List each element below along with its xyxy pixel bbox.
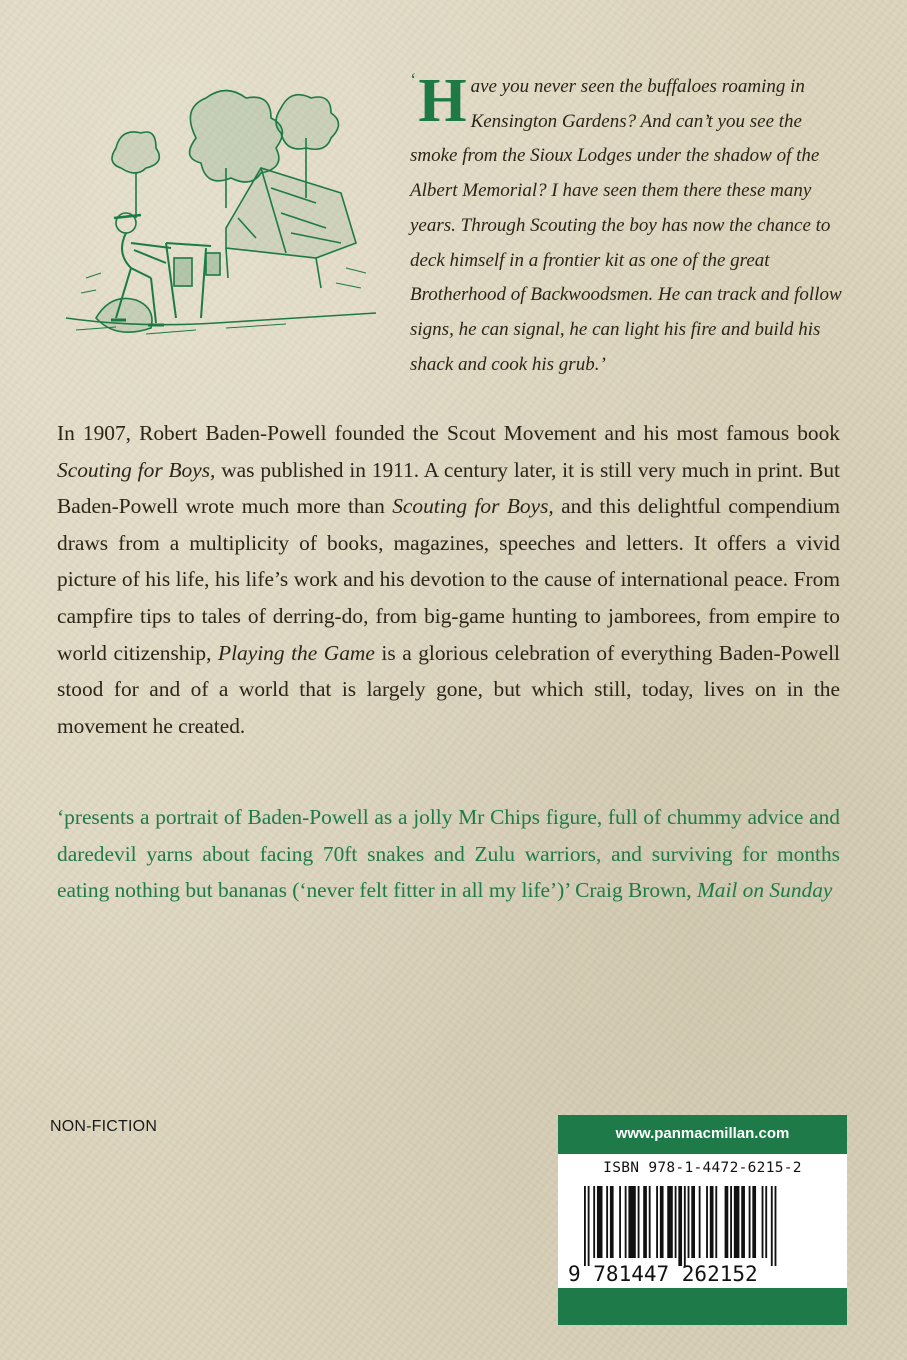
barcode-bar [710,1186,714,1258]
barcode-bar [684,1186,686,1266]
barcode-bar [730,1186,732,1258]
isbn-label: ISBN 978-1-4472-6215-2 [603,1160,802,1176]
barcode-bar [588,1186,590,1266]
barcode-box [558,1154,847,1288]
book-title-scouting-2: Scouting for Boys, [392,494,554,519]
barcode-bar [699,1186,701,1258]
book-description [57,415,840,744]
barcode-icon [566,1186,839,1284]
barcode-bar [584,1186,586,1266]
barcode-bar [593,1186,595,1258]
barcode-bar [762,1186,764,1258]
panel-bottom-bar [558,1288,847,1325]
barcode-bar [775,1186,777,1266]
barcode-bar [638,1186,640,1258]
scout-campsite-illustration [56,78,386,348]
publisher-url: www.panmacmillan.com [558,1115,847,1154]
review-source: Mail on Sunday [696,878,833,903]
barcode-bar [752,1186,756,1258]
description-part-2: was published in 1911. A century later, it is still very much in print. But Baden-Powell wrote much more than [57,457,840,519]
barcode-bar [749,1186,751,1258]
barcode-bar [628,1186,635,1258]
drop-cap: H [418,67,467,135]
review-text: ‘presents a portrait of Baden-Powell as a jolly Mr Chips figure, full of chummy advice and daredevil yarns about facing 70ft snakes and Zulu warriors, and surviving for months eating nothing but bananas (‘never felt fitter in all my life’)’ Craig Brown, [57,805,840,903]
barcode-bar [741,1186,745,1258]
barcode-bar [625,1186,627,1258]
barcode-bar [725,1186,729,1258]
barcode-bar [691,1186,695,1258]
description-part-4: is a glorious celebration of everything Baden-Powell stood for and of a world that is largely gone, but which still, today, lives on in the movement he created. [57,640,840,738]
book-title-playing-the-game: Playing the Game [218,640,375,665]
quote-text: ave you never seen the buffaloes roaming in Kensington Gardens? And can’t you see the smoke from the Sioux Lodges under the shadow of the Albert Memorial? I have seen them there these many years. Through Scouting the boy has now the chance to deck himself in a frontier kit as one of the great Brotherhood of Backwoodsmen. He can track and follow signs, he can signal, he can light his fire and build his shack and cook his grub.’ [410,76,842,375]
barcode-bar [706,1186,708,1258]
barcode-bar [667,1186,673,1258]
barcode-bar [656,1186,658,1258]
description-part-3: and this delightful compendium draws from a multiplicity of books, magazines, speeches and letters. It offers a vivid picture of his life, his life’s work and his devotion to the cause of international peace. From campfire tips to tales of derring-do, from big-game hunting to jamborees, from empire to world citizenship, [57,494,840,665]
barcode-digits: 9 781447 262152 [568,1262,758,1284]
barcode-bar [619,1186,621,1258]
barcode-bar [765,1186,767,1258]
barcode-bar [678,1186,682,1266]
book-title-scouting-1: Scouting for Boys, [57,457,216,482]
barcode-bar [734,1186,740,1258]
barcode-bar [597,1186,603,1258]
barcode-bar [649,1186,651,1258]
barcode-bar [643,1186,647,1258]
barcode-bar [771,1186,773,1266]
barcode-bar [606,1186,608,1258]
barcode-bar [675,1186,677,1258]
barcode-bar [660,1186,664,1258]
barcode-bar [610,1186,614,1258]
quote-open-mark: ‘ [410,70,417,91]
description-part-1: In 1907, Robert Baden-Powell founded the Scout Movement and his most famous book [57,421,840,445]
opening-quote [410,67,850,382]
barcode-panel [558,1115,847,1325]
barcode-bar [688,1186,690,1258]
category-label: NON-FICTION [50,1118,158,1135]
barcode-bar [715,1186,717,1258]
review-quote [57,799,840,909]
